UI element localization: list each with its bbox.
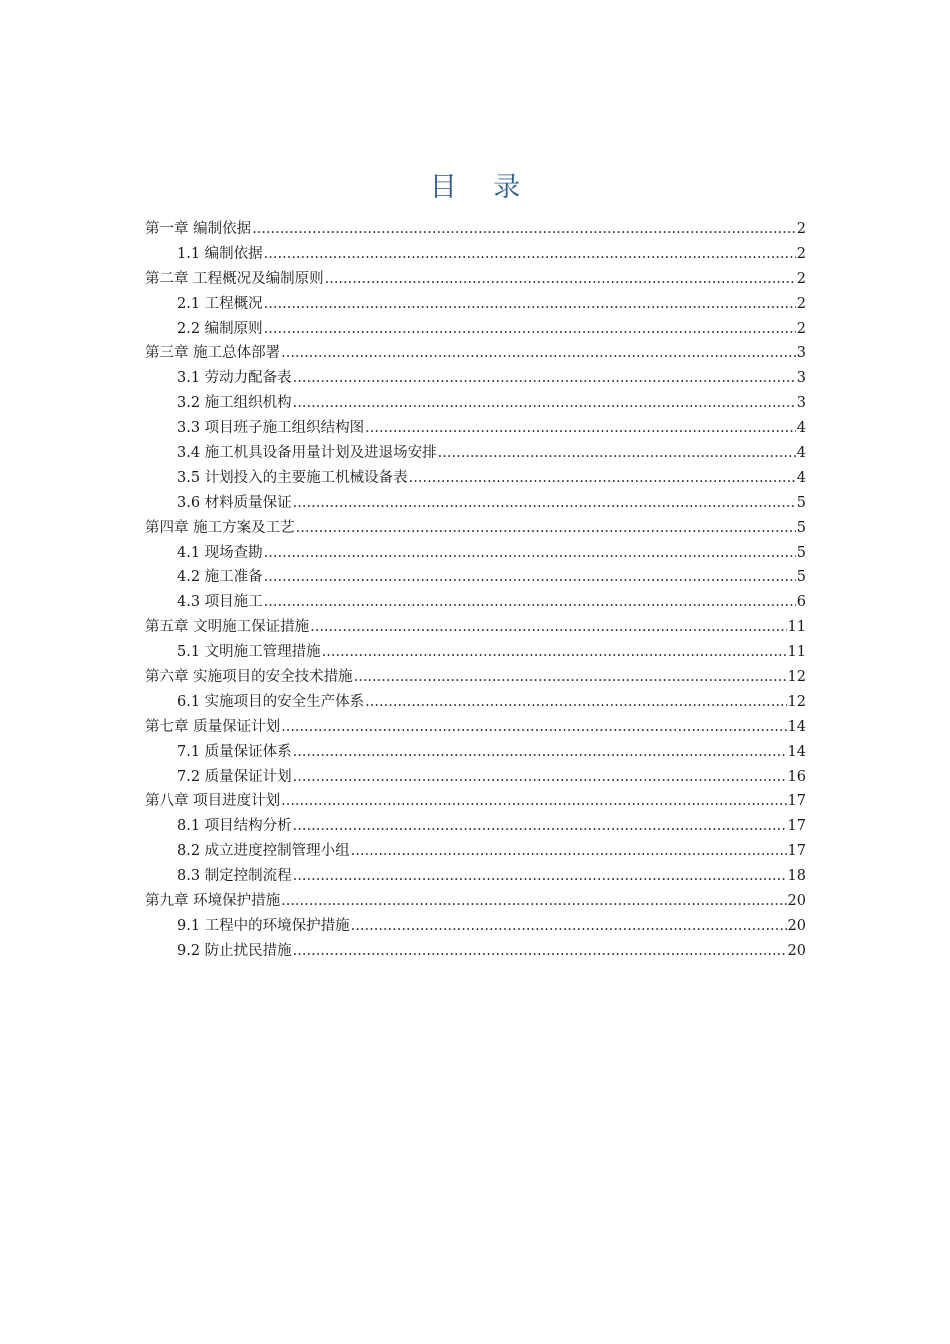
toc-page-number: 2: [796, 295, 806, 312]
toc-section-entry[interactable]: [145, 317, 806, 342]
toc-page-number: 5: [796, 544, 806, 561]
toc-entry-label: 3.6 材料质量保证: [177, 494, 292, 511]
toc-chapter-entry[interactable]: [145, 715, 806, 740]
toc-page-number: 3: [796, 370, 806, 387]
toc-dot-leader: [264, 296, 796, 312]
toc-entry-label: 第八章 项目进度计划: [145, 793, 281, 810]
toc-dot-leader: [293, 395, 796, 411]
toc-entry-label: 4.2 施工准备: [177, 569, 263, 586]
toc-page-number: 17: [787, 818, 806, 835]
toc-dot-leader: [281, 345, 796, 361]
toc-section-entry[interactable]: [145, 242, 806, 267]
toc-entry-label: 第二章 工程概况及编制原则: [145, 270, 324, 287]
toc-entry-label: 1.1 编制依据: [177, 245, 263, 262]
toc-entry-label: 第九章 环境保护措施: [145, 893, 281, 910]
toc-section-entry[interactable]: [145, 914, 806, 939]
toc-section-entry[interactable]: [145, 416, 806, 441]
toc-page-number: 20: [787, 893, 806, 910]
toc-title: 目 录: [429, 172, 535, 203]
toc-page-number: 11: [787, 644, 806, 661]
toc-section-entry[interactable]: [145, 864, 806, 889]
toc-page-number: 2: [796, 270, 806, 287]
toc-section-entry[interactable]: [145, 491, 806, 516]
toc-page-number: 5: [796, 519, 806, 536]
toc-section-entry[interactable]: [145, 814, 806, 839]
toc-dot-leader: [281, 793, 786, 809]
toc-dot-leader: [293, 943, 787, 959]
toc-chapter-entry[interactable]: [145, 217, 806, 242]
toc-chapter-entry[interactable]: [145, 665, 806, 690]
toc-page-number: 5: [796, 494, 806, 511]
toc-page-number: 3: [796, 395, 806, 412]
toc-chapter-entry[interactable]: [145, 615, 806, 640]
toc-page-number: 2: [796, 221, 806, 237]
toc-page-number: 4: [796, 445, 806, 462]
toc-entry-label: 第一章 编制依据: [145, 221, 252, 237]
toc-entry-label: 6.1 实施项目的安全生产体系: [177, 693, 365, 710]
toc-entry-label: 第六章 实施项目的安全技术措施: [145, 669, 353, 686]
toc-dot-leader: [322, 644, 787, 660]
toc-entry-label: 9.1 工程中的环境保护措施: [177, 917, 350, 934]
toc-chapter-entry[interactable]: [145, 789, 806, 814]
toc-chapter-entry[interactable]: [145, 889, 806, 914]
toc-section-entry[interactable]: [145, 565, 806, 590]
toc-list: [145, 217, 806, 964]
toc-dot-leader: [351, 918, 787, 934]
toc-dot-leader: [264, 594, 796, 610]
toc-dot-leader: [293, 818, 787, 834]
toc-entry-label: 第五章 文明施工保证措施: [145, 619, 310, 636]
toc-entry-label: 8.1 项目结构分析: [177, 818, 292, 835]
toc-section-entry[interactable]: [145, 640, 806, 665]
toc-entry-label: 3.3 项目班子施工组织结构图: [177, 420, 365, 437]
toc-dot-leader: [293, 769, 787, 785]
toc-dot-leader: [310, 619, 786, 635]
toc-page-number: 14: [787, 743, 806, 760]
toc-section-entry[interactable]: [145, 765, 806, 790]
toc-dot-leader: [264, 246, 796, 262]
toc-entry-label: 2.1 工程概况: [177, 295, 263, 312]
toc-page-number: 5: [796, 569, 806, 586]
toc-chapter-entry[interactable]: [145, 516, 806, 541]
toc-entry-label: 3.4 施工机具设备用量计划及进退场安排: [177, 445, 437, 462]
toc-page-number: 4: [796, 469, 806, 486]
toc-dot-leader: [325, 271, 796, 287]
toc-dot-leader: [365, 694, 786, 710]
toc-entry-label: 3.5 计划投入的主要施工机械设备表: [177, 469, 408, 486]
toc-dot-leader: [252, 221, 796, 237]
toc-entry-label: 8.2 成立进度控制管理小组: [177, 843, 350, 860]
toc-page-number: 17: [787, 793, 806, 810]
toc-section-entry[interactable]: [145, 441, 806, 466]
toc-page-number: 12: [787, 669, 806, 686]
toc-dot-leader: [264, 569, 796, 585]
toc-dot-leader: [293, 868, 787, 884]
toc-dot-leader: [438, 445, 796, 461]
toc-chapter-entry[interactable]: [145, 341, 806, 366]
toc-chapter-entry[interactable]: [145, 267, 806, 292]
toc-entry-label: 5.1 文明施工管理措施: [177, 644, 321, 661]
toc-entry-label: 4.1 现场查勘: [177, 544, 263, 561]
toc-dot-leader: [354, 669, 787, 685]
toc-section-entry[interactable]: [145, 541, 806, 566]
toc-page-number: 20: [787, 942, 806, 959]
toc-page-number: 14: [787, 718, 806, 735]
toc-entry-label: 3.2 施工组织机构: [177, 395, 292, 412]
toc-dot-leader: [296, 520, 796, 536]
toc-dot-leader: [365, 420, 796, 436]
toc-dot-leader: [409, 470, 796, 486]
toc-entry-label: 第三章 施工总体部署: [145, 345, 281, 362]
toc-entry-label: 第七章 质量保证计划: [145, 718, 281, 735]
toc-dot-leader: [293, 744, 787, 760]
toc-section-entry[interactable]: [145, 690, 806, 715]
toc-page-number: 2: [796, 320, 806, 337]
toc-page-number: 16: [787, 768, 806, 785]
toc-page-number: 11: [787, 619, 806, 636]
toc-dot-leader: [351, 843, 787, 859]
toc-page-number: 17: [787, 843, 806, 860]
toc-section-entry[interactable]: [145, 839, 806, 864]
toc-entry-label: 9.2 防止扰民措施: [177, 942, 292, 959]
toc-page-number: 18: [787, 868, 806, 885]
toc-page-number: 12: [787, 693, 806, 710]
toc-section-entry[interactable]: [145, 590, 806, 615]
toc-page-number: 2: [796, 245, 806, 262]
toc-dot-leader: [293, 495, 796, 511]
toc-dot-leader: [264, 321, 796, 337]
toc-page-number: 4: [796, 420, 806, 437]
toc-section-entry[interactable]: [145, 740, 806, 765]
toc-entry-label: 3.1 劳动力配备表: [177, 370, 292, 387]
toc-page-number: 6: [796, 594, 806, 611]
toc-entry-label: 8.3 制定控制流程: [177, 868, 292, 885]
toc-dot-leader: [264, 545, 796, 561]
toc-entry-label: 7.1 质量保证体系: [177, 743, 292, 760]
toc-entry-label: 2.2 编制原则: [177, 320, 263, 337]
toc-section-entry[interactable]: [145, 391, 806, 416]
toc-page-number: 3: [796, 345, 806, 362]
toc-entry-label: 7.2 质量保证计划: [177, 768, 292, 785]
toc-entry-label: 4.3 项目施工: [177, 594, 263, 611]
toc-section-entry[interactable]: [145, 292, 806, 317]
toc-section-entry[interactable]: [145, 366, 806, 391]
toc-dot-leader: [293, 370, 796, 386]
toc-section-entry[interactable]: [145, 466, 806, 491]
toc-section-entry[interactable]: [145, 939, 806, 964]
toc-entry-label: 第四章 施工方案及工艺: [145, 519, 295, 536]
toc-page-number: 20: [787, 917, 806, 934]
toc-dot-leader: [281, 719, 786, 735]
toc-dot-leader: [281, 893, 786, 909]
